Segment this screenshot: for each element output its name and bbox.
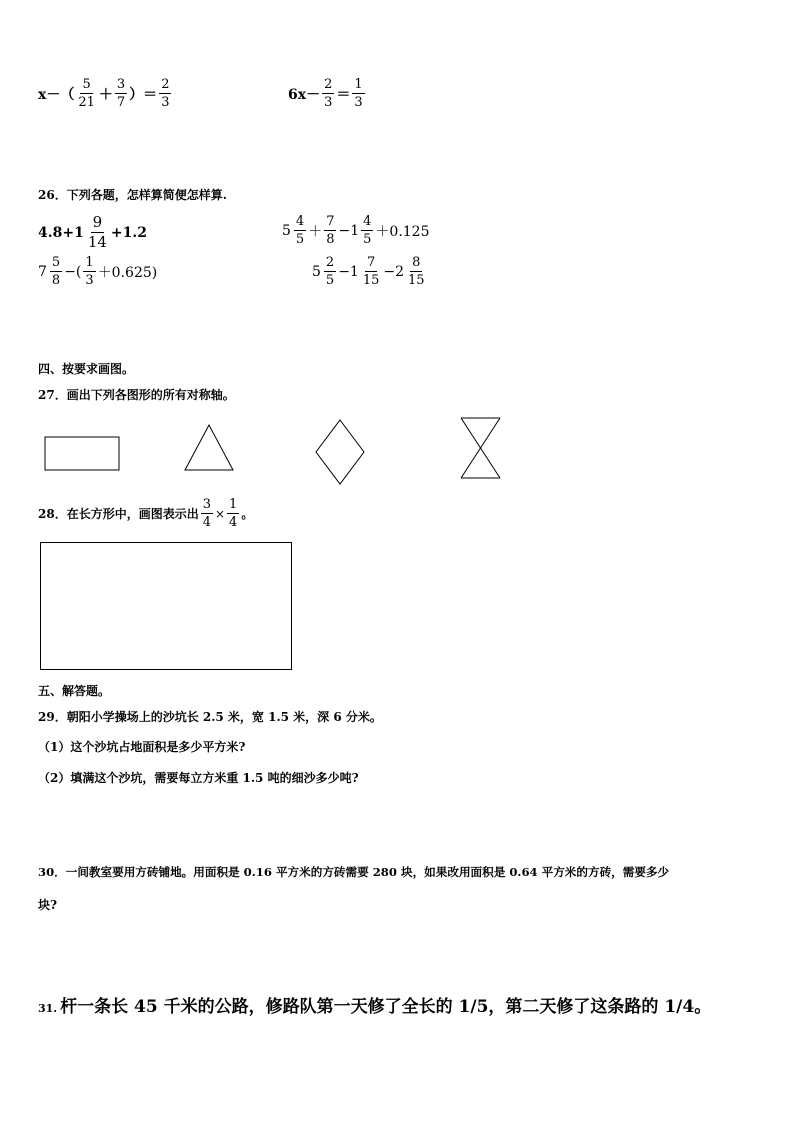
q28-fraction-2: $\frac{1}{4}$ xyxy=(229,497,238,530)
q26-e4-fraction-2: $\frac{7}{15}$ xyxy=(362,255,380,288)
q26-e4-fraction-3: $\frac{8}{15}$ xyxy=(408,255,425,288)
q26-e2-fraction-3: $\frac{4}{5}$ xyxy=(363,214,372,247)
eq1-lhs: x－（ xyxy=(38,86,75,103)
eq2-fraction: $\frac{2}{3}$ xyxy=(324,77,333,110)
eq1-fraction-1: $\frac{5}{21}$ xyxy=(78,77,95,110)
q27-shapes xyxy=(0,0,794,520)
q26-expression-2: 5 $\frac{4}{5}$ ＋ $\frac{7}{8}$ −1 $\frac{4}{5}$ ＋0.125 xyxy=(282,214,430,247)
eq2-equals: ＝ xyxy=(336,86,351,103)
q26-e2-fraction-1: $\frac{4}{5}$ xyxy=(295,214,305,247)
q26-e3-fraction-2: $\frac{1}{3}$ xyxy=(85,255,94,288)
q30-line-2: 块? xyxy=(38,898,58,912)
q27-triangle xyxy=(185,425,233,470)
section-4-heading: 四、按要求画图。 xyxy=(38,362,135,376)
q26-title: 26．下列各题，怎样算简便怎样算. xyxy=(38,188,227,202)
q28-title: 28．在长方形中，画图表示出 $\frac{3}{4}$ × $\frac{1}{4}$ 。 xyxy=(38,497,254,530)
q28-drawing-rectangle xyxy=(40,542,292,670)
q26-e2-fraction-2: $\frac{7}{8}$ xyxy=(326,214,335,247)
q28-fraction-1: $\frac{3}{4}$ xyxy=(202,497,211,530)
section-5-heading: 五、解答题。 xyxy=(38,684,111,698)
q26-expression-1: 4.8+1 $\frac{9}{14}$ +1.2 xyxy=(38,213,148,251)
q29-part-2: （2）填满这个沙坑，需要每立方米重 1.5 吨的细沙多少吨? xyxy=(38,771,359,785)
eq1-fraction-2: $\frac{3}{7}$ xyxy=(116,77,126,110)
eq1-result: $\frac{2}{3}$ xyxy=(161,77,170,110)
q31 xyxy=(38,992,711,1017)
q26-e1-fraction: $\frac{9}{14}$ xyxy=(87,213,107,251)
q29-part-1: （1）这个沙坑占地面积是多少平方米? xyxy=(38,740,246,754)
q27-rectangle xyxy=(45,437,119,470)
q31-text: 杆一条长 45 千米的公路，修路队第一天修了全长的 1/5，第二天修了这条路的 1/4。 xyxy=(60,997,712,1017)
q29-title: 29．朝阳小学操场上的沙坑长 2.5 米，宽 1.5 米，深 6 分米。 xyxy=(38,710,382,724)
q27-hourglass xyxy=(461,418,500,478)
eq2-result: $\frac{1}{3}$ xyxy=(354,77,363,110)
eq1-plus: ＋ xyxy=(98,86,113,103)
q26-expression-4: 5 $\frac{2}{5}$ −1 $\frac{7}{15}$ −2 $\frac{8}{15}$ xyxy=(312,255,425,288)
q26-expression-3: 7 $\frac{5}{8}$ −( $\frac{1}{3}$ ＋0.625) xyxy=(38,255,158,288)
q30-line-1: 30．一间教室要用方砖铺地。用面积是 0.16 平方米的方砖需要 280 块，如果改用面积是 0.64 平方米的方砖，需要多少 xyxy=(38,865,670,879)
eq2-lhs: 6x－ xyxy=(288,86,321,103)
eq1-close: ）＝ xyxy=(129,86,158,103)
q26-e4-fraction-1: $\frac{2}{5}$ xyxy=(325,255,335,288)
q27-title: 27．画出下列各图形的所有对称轴。 xyxy=(38,388,235,402)
q27-diamond xyxy=(316,420,364,484)
q26-e3-fraction-1: $\frac{5}{8}$ xyxy=(51,255,61,288)
q31-number: 31. xyxy=(38,1002,58,1015)
